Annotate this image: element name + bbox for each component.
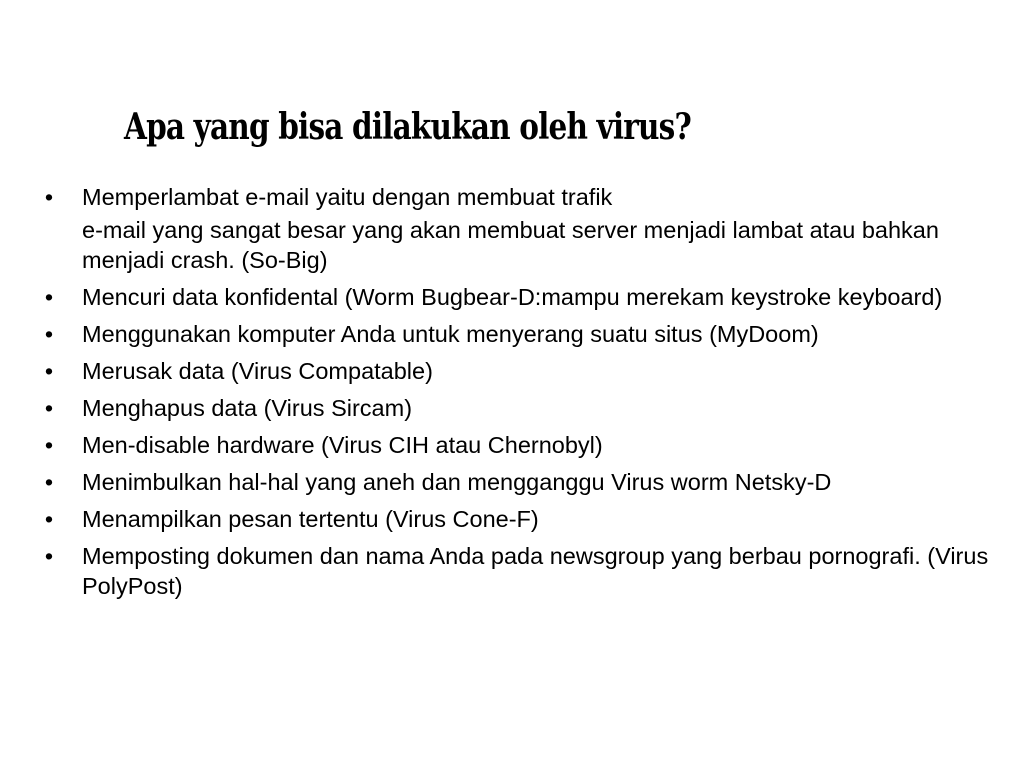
bullet-icon: • <box>44 284 54 310</box>
list-item-text: Merusak data (Virus Compatable) <box>82 358 433 384</box>
list-item-text: Memposting dokumen dan nama Anda pada newsgroup yang berbau pornografi. (Virus PolyPost) <box>82 543 989 599</box>
list-item <box>42 182 1012 212</box>
bullet-list <box>42 182 1012 608</box>
list-item-text: Menghapus data (Virus Sircam) <box>82 395 413 421</box>
list-item-text: Memperlambat e-mail yaitu dengan membuat trafik <box>82 184 613 210</box>
slide-title: Apa yang bisa dilakukan oleh virus? <box>124 106 691 148</box>
list-item-text: Men-disable hardware (Virus CIH atau Chernobyl) <box>82 432 603 458</box>
list-item-text: e-mail yang sangat besar yang akan membuat server menjadi lambat atau bahkan menjadi crash. (So-Big) <box>82 217 939 273</box>
list-item <box>42 282 1012 312</box>
bullet-icon: • <box>44 543 54 569</box>
list-item <box>42 541 1012 601</box>
list-item-text: Menampilkan pesan tertentu (Virus Cone-F) <box>82 506 539 532</box>
bullet-icon: • <box>44 358 54 384</box>
list-item-text: Menggunakan komputer Anda untuk menyerang suatu situs (MyDoom) <box>82 321 819 347</box>
bullet-icon: • <box>44 469 54 495</box>
bullet-icon: • <box>44 321 54 347</box>
list-item-text: Mencuri data konfidental (Worm Bugbear-D:mampu merekam keystroke keyboard) <box>82 284 943 310</box>
bullet-icon: • <box>44 184 54 210</box>
list-item <box>42 319 1012 349</box>
list-item <box>42 356 1012 386</box>
list-item-text: Menimbulkan hal-hal yang aneh dan mengganggu Virus worm Netsky-D <box>82 469 832 495</box>
bullet-icon: • <box>44 432 54 458</box>
list-item <box>42 430 1012 460</box>
list-item <box>42 504 1012 534</box>
list-item <box>42 393 1012 423</box>
bullet-icon: • <box>44 395 54 421</box>
list-item <box>42 467 1012 497</box>
list-item-continuation <box>42 215 1012 275</box>
bullet-icon: • <box>44 506 54 532</box>
